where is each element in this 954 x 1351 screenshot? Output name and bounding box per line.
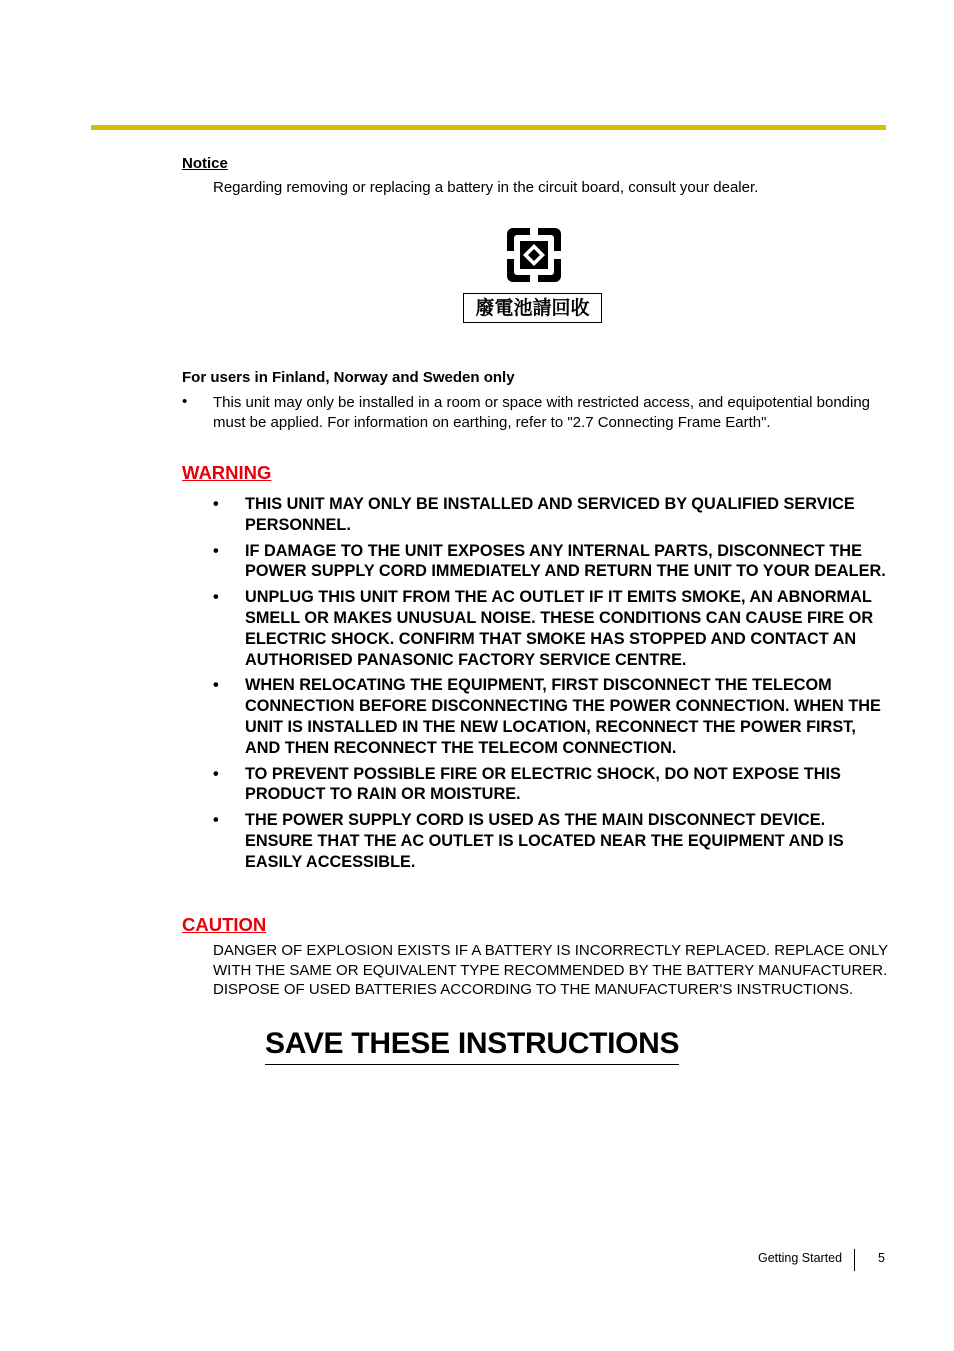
bullet: • — [213, 676, 219, 695]
warning-item — [213, 810, 893, 872]
finland-heading: For users in Finland, Norway and Sweden only — [182, 369, 515, 386]
footer-section-label: Getting Started — [758, 1251, 843, 1265]
bullet: • — [213, 811, 219, 830]
notice-heading: Notice — [182, 155, 228, 172]
recycle-label: 廢電池請回收 — [463, 293, 602, 323]
bullet: • — [213, 495, 219, 513]
footer-divider — [854, 1249, 855, 1271]
battery-recycle-icon — [505, 226, 563, 284]
warning-item — [213, 764, 893, 806]
warning-list — [213, 494, 893, 878]
warning-item-text: IF DAMAGE TO THE UNIT EXPOSES ANY INTERNAL PARTS, DISCONNECT THE POWER SUPPLY CORD IMMEDIATELY AND RETURN THE UNIT TO YOUR DEALER. — [245, 541, 886, 581]
notice-text: Regarding removing or replacing a battery in the circuit board, consult your dealer. — [213, 179, 759, 196]
save-instructions-heading: SAVE THESE INSTRUCTIONS — [265, 1026, 679, 1065]
warning-item-text: UNPLUG THIS UNIT FROM THE AC OUTLET IF IT EMITS SMOKE, AN ABNORMAL SMELL OR MAKES UNUSUAL NOISE. THESE CONDITIONS CAN CAUSE FIRE OR ELECTRIC SHOCK. CONFIRM THAT SMOKE HAS STOPPED AND CONTACT AN AUTHORISED PANASONIC FACTORY SERVICE CENTRE. — [245, 588, 874, 669]
caution-heading: CAUTION — [182, 914, 267, 935]
warning-item-text: WHEN RELOCATING THE EQUIPMENT, FIRST DISCONNECT THE TELECOM CONNECTION BEFORE DISCONNECTING THE POWER CONNECTION. WHEN THE UNIT IS INSTALLED IN THE NEW LOCATION, RECONNECT THE POWER FIRST, AND THEN RECONNECT THE TELECOM CONNECTION. — [245, 676, 881, 757]
header-rule — [91, 125, 886, 130]
warning-item — [213, 675, 893, 758]
bullet: • — [213, 588, 219, 607]
warning-item-text: THIS UNIT MAY ONLY BE INSTALLED AND SERVICED BY QUALIFIED SERVICE PERSONNEL. — [245, 495, 855, 534]
warning-item-text: THE POWER SUPPLY CORD IS USED AS THE MAIN DISCONNECT DEVICE. ENSURE THAT THE AC OUTLET IS LOCATED NEAR THE EQUIPMENT AND IS EASILY ACCESSIBLE. — [245, 811, 844, 871]
page-number: 5 — [878, 1251, 885, 1265]
warning-item — [213, 541, 893, 583]
finland-text: This unit may only be installed in a room or space with restricted access, and equipotential bonding must be applied. For information on earthing, refer to "2.7 Connecting Frame Earth". — [213, 394, 871, 431]
bullet: • — [213, 764, 219, 783]
warning-item — [213, 494, 893, 536]
warning-heading: WARNING — [182, 462, 272, 483]
warning-item-text: TO PREVENT POSSIBLE FIRE OR ELECTRIC SHOCK, DO NOT EXPOSE THIS PRODUCT TO RAIN OR MOISTURE. — [245, 764, 841, 804]
warning-item — [213, 587, 893, 670]
caution-text: DANGER OF EXPLOSION EXISTS IF A BATTERY IS INCORRECTLY REPLACED. REPLACE ONLY WITH THE SAME OR EQUIVALENT TYPE RECOMMENDED BY THE BATTERY MANUFACTURER. DISPOSE OF USED BATTERIES ACCORDING TO THE MANUFACTURER'S INSTRUCTIONS. — [213, 942, 888, 998]
bullet: • — [182, 393, 188, 410]
bullet: • — [213, 541, 219, 560]
